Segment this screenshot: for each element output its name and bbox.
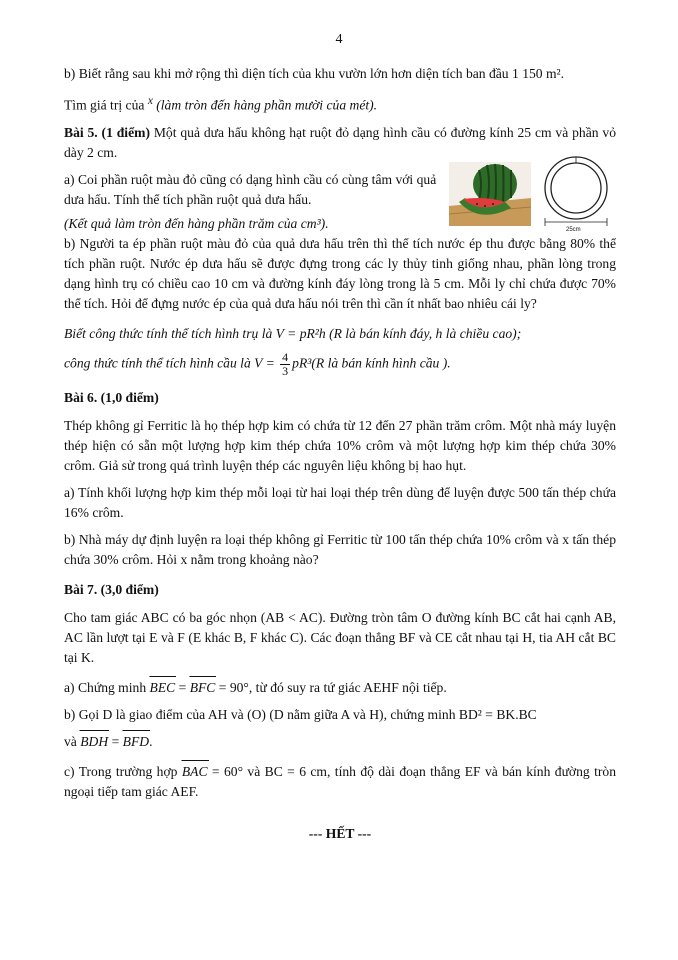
ex7-a-mid: =: [175, 679, 190, 695]
ex5a-text: a) Coi phần ruột màu đỏ cũng có dạng hình cầu có cùng tâm với quả dưa hấu. Tính thể tích phần ruột quả dưa hấu.: [64, 171, 437, 207]
ex7-b2: [64, 732, 616, 752]
ex4b-var: x: [147, 95, 153, 107]
sphere-diagram-svg: [534, 154, 618, 230]
ex7-title: Bài 7. (3,0 điểm): [64, 581, 159, 597]
ex5-title: Bài 5. (1 điểm): [64, 124, 150, 140]
formula2-prefix: công thức tính thể tích hình cầu là V =: [64, 355, 279, 371]
ex5-intro: Một quả dưa hấu không hạt ruột đỏ dạng hình cầu có đường kính 25 cm và phần vỏ dày 2 cm.: [64, 124, 616, 160]
diagram-label: 25cm: [566, 226, 581, 233]
angle-bfd: BFD: [123, 732, 149, 752]
page-number: 4: [335, 32, 343, 47]
page-content: [64, 64, 616, 844]
ex7-intro: Cho tam giác ABC có ba góc nhọn (AB < AC). Đường tròn tâm O đường kính BC cắt hai cạnh AB, AC lần lượt tại E và F (E khác B, F khác C). Các đoạn thẳng BF và CE cắt nhau tại H, tia AH cắt BC tại K.: [64, 609, 616, 665]
ex7-b2-prefix: và: [64, 733, 81, 749]
ex7-a-prefix: a) Chứng minh: [64, 679, 150, 695]
ex7-c: [64, 762, 616, 802]
ex5a-text-block: [64, 170, 442, 234]
fraction: [280, 351, 290, 378]
fraction-denominator: 3: [282, 363, 289, 378]
ex7-c-prefix: c) Trong trường hợp: [64, 763, 182, 779]
ex7-b2-suffix: .: [149, 733, 153, 749]
ex5-formula1: Biết công thức tính thể tích hình trụ là V = pR²h (R là bán kính đáy, h là chiều cao);: [64, 325, 522, 341]
ex5-formula2: [64, 351, 616, 378]
ex4b-note: (làm tròn đến hàng phần mười của mét).: [156, 97, 378, 113]
ex4b-line2: [64, 91, 616, 116]
ex5a-note: (Kết quả làm tròn đến hàng phần trăm của cm³).: [64, 215, 329, 231]
ex7-b: b) Gọi D là giao điểm của AH và (O) (D nằm giữa A và H), chứng minh BD² = BK.BC: [64, 706, 537, 722]
sphere-diagram: [534, 154, 618, 233]
ex7-c-suffix: = 60° và BC = 6 cm, tính độ dài đoạn thẳng EF và bán kính đường tròn ngoại tiếp tam giác AEF.: [64, 763, 617, 799]
ex7-a: [64, 678, 616, 698]
ex6-title: Bài 6. (1,0 điểm): [64, 389, 159, 405]
ex4b-line2-prefix: Tìm giá trị của: [64, 97, 148, 113]
ex4b-line1: b) Biết rằng sau khi mở rộng thì diện tích của khu vườn lớn hơn diện tích ban đầu 1 150 m².: [64, 66, 565, 81]
watermelon-image: [449, 162, 531, 226]
angle-bac: BAC: [182, 762, 208, 782]
ex7-a-suffix: = 90°, từ đó suy ra tứ giác AEHF nội tiếp.: [215, 679, 447, 695]
ex6-a: a) Tính khối lượng hợp kim thép mỗi loại từ hai loại thép trên dùng để luyện được 500 tấn thép chứa 16% crôm.: [64, 484, 616, 520]
angle-bec: BEC: [150, 678, 176, 698]
fraction-numerator: 4: [282, 349, 289, 364]
angle-bfc: BFC: [190, 678, 216, 698]
ex5a-block: [64, 170, 616, 233]
ex6-b: b) Nhà máy dự định luyện ra loại thép không gỉ Ferritic từ 100 tấn thép chứa 10% crôm và x tấn thép chứa 30% crôm. Hỏi x nằm trong khoảng nào?: [64, 531, 616, 567]
ex5b-text: b) Người ta ép phần ruột màu đỏ của quả dưa hấu trên thì thể tích nước ép thu được bằng 80% thể tích phần ruột. Nước ép dưa hấu sẽ được đựng trong các ly thủy tinh giống nhau, phần lòng trong dạng hình trụ có chiều cao 10 cm và đường kính đáy lòng trong là 5 cm. Mỗi ly chỉ chứa được 70% thể tích. Hỏi để đựng nước ép của quả dưa hấu nói trên thì cần ít nhất bao nhiêu cái ly?: [64, 235, 616, 311]
formula2-suffix: pR³(R là bán kính hình cầu ).: [292, 355, 451, 371]
end-marker: --- HẾT ---: [308, 825, 372, 841]
angle-bdh: BDH: [80, 732, 108, 752]
ex6-intro: Thép không gỉ Ferritic là họ thép hợp kim có chứa từ 12 đến 27 phần trăm crôm. Một nhà máy luyện thép hiện có sẵn một lượng hợp kim thép chứa 10% crôm và một lượng hợp kim thép chứa 30% crôm. Giả sử trong quá trình luyện thép các nguyên liệu không bị hao hụt.: [64, 417, 616, 473]
ex7-b2-mid: =: [108, 733, 123, 749]
